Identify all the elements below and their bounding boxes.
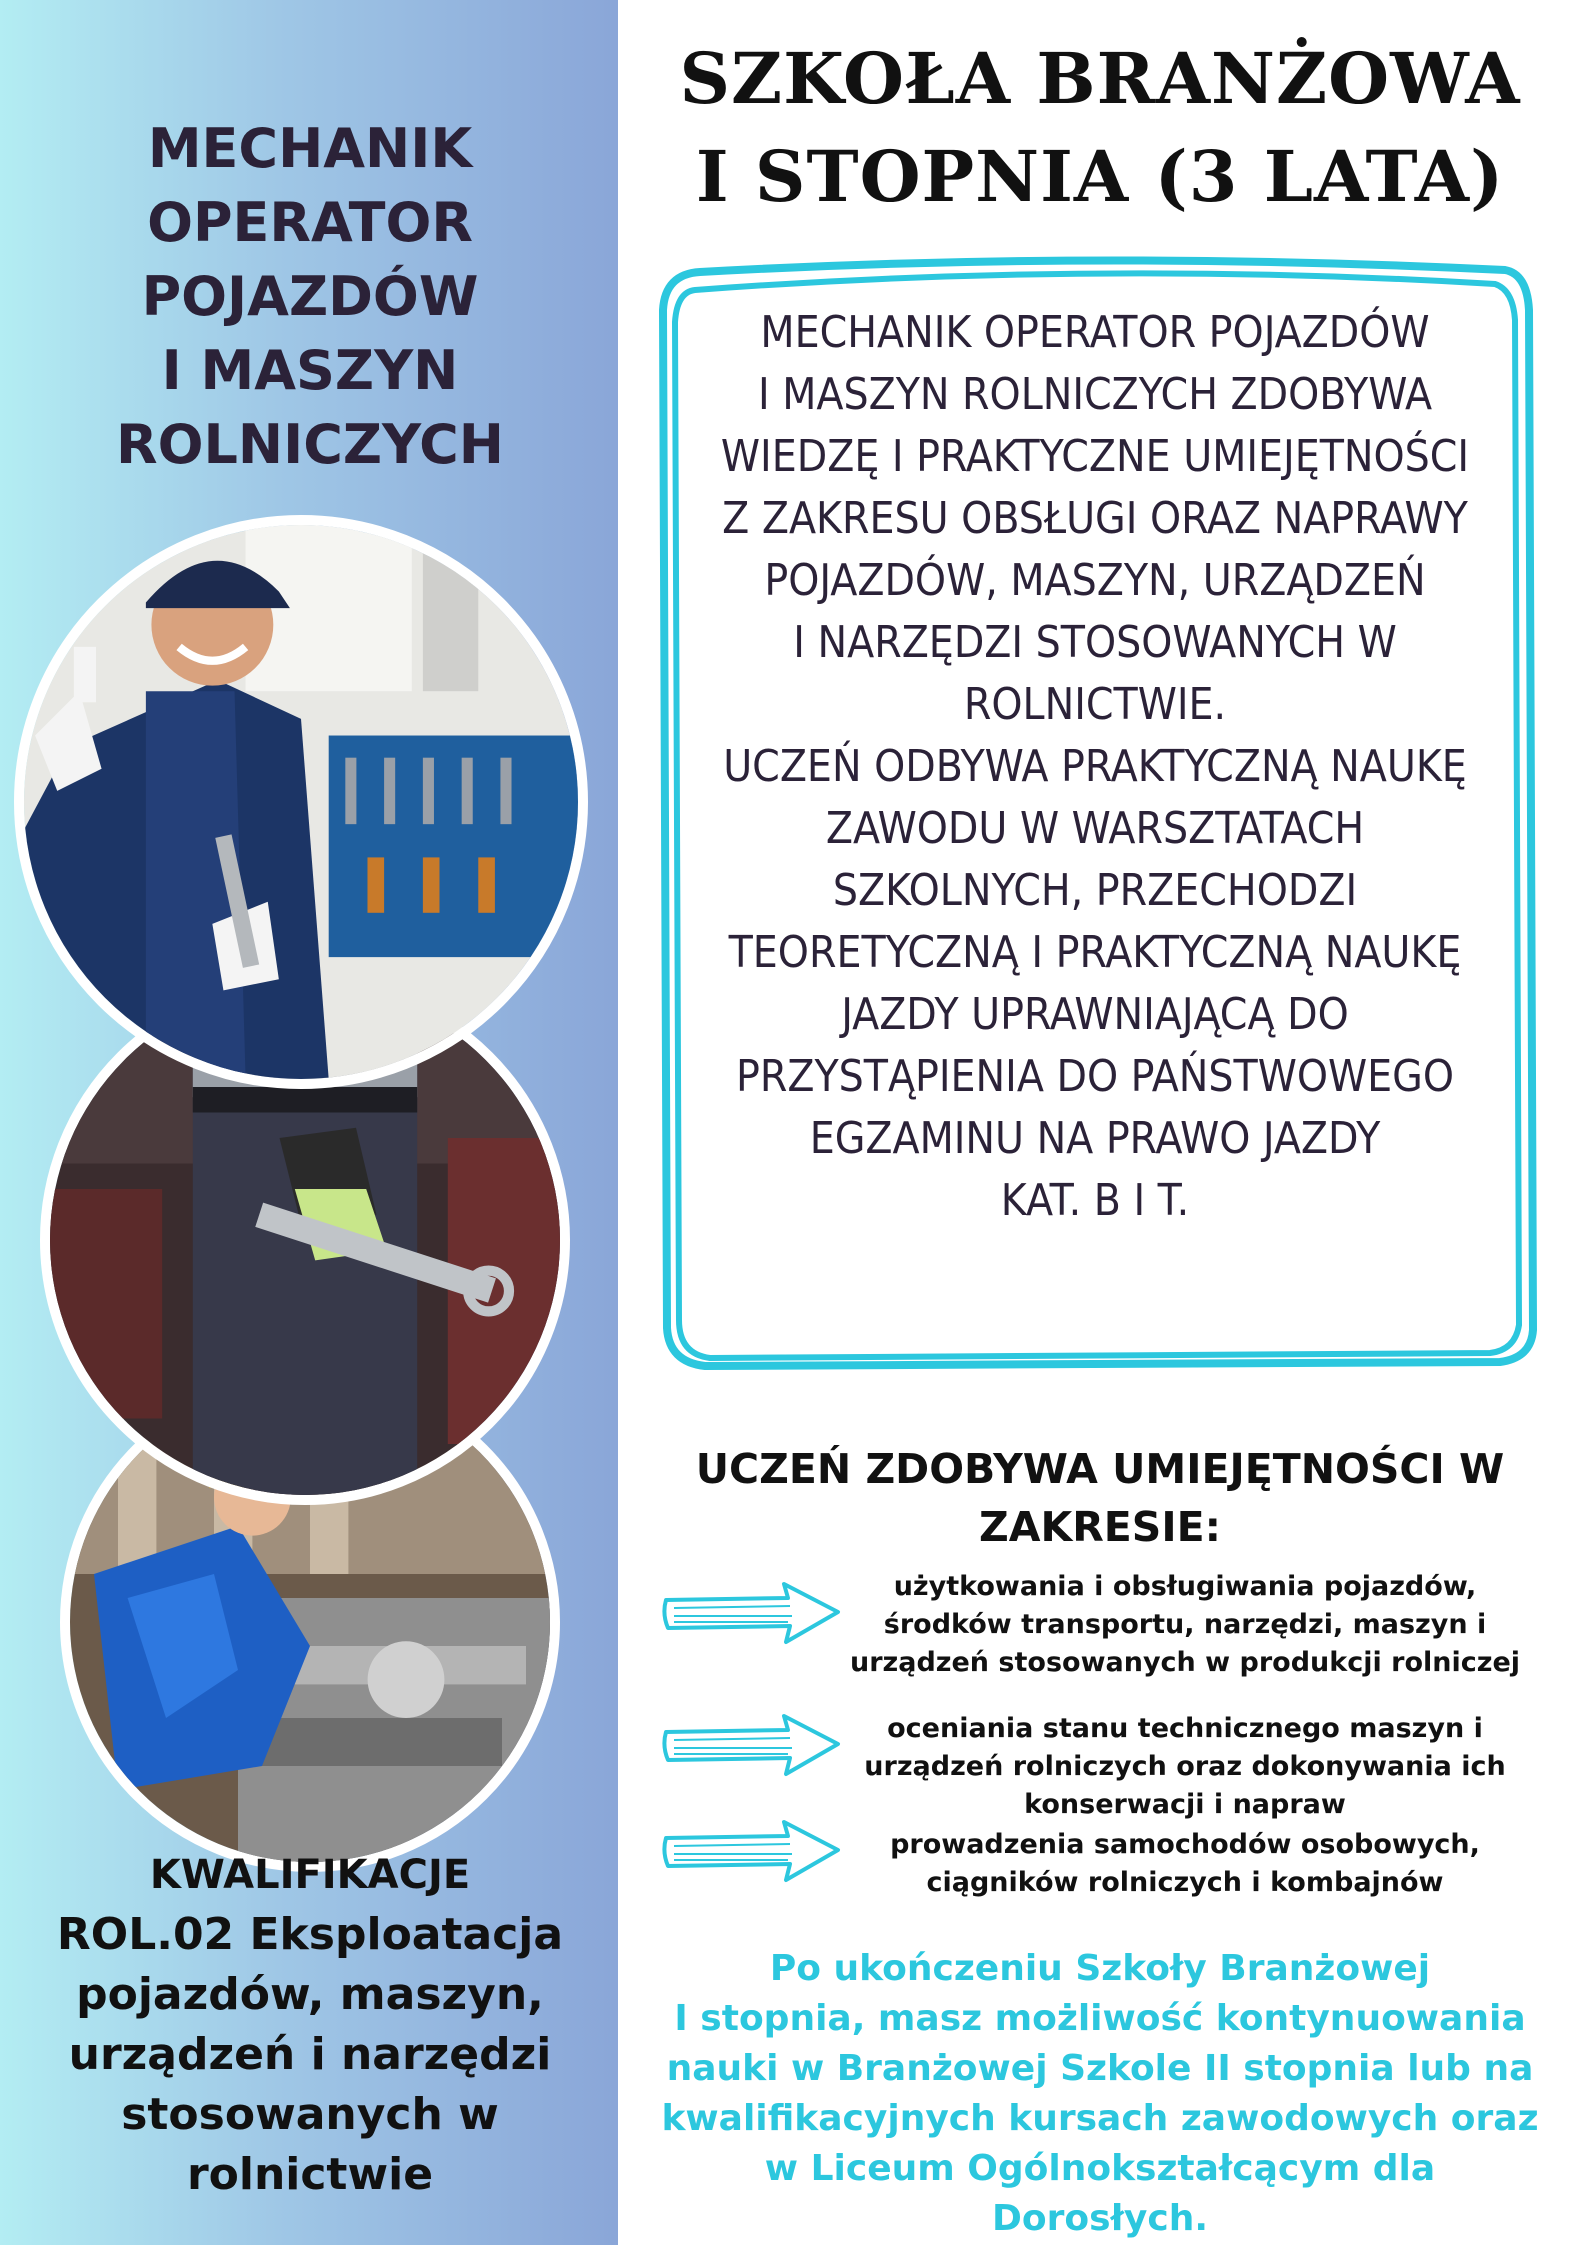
- qualification-block: [40, 1845, 580, 2205]
- profession-title-line: MECHANIK: [147, 117, 473, 180]
- description-box: [645, 250, 1545, 1385]
- description-line: KAT. B I T.: [1000, 1175, 1190, 1226]
- skill-line: konserwacji i napraw: [1024, 1789, 1346, 1820]
- skills-heading-line: ZAKRESIE:: [979, 1503, 1221, 1551]
- continuation-line: kwalifikacyjnych kursach zawodowych oraz: [661, 2098, 1539, 2139]
- skill-line: prowadzenia samochodów osobowych,: [890, 1829, 1480, 1860]
- description-line: WIEDZĘ I PRAKTYCZNE UMIEJĘTNOŚCI: [720, 431, 1470, 482]
- school-title: [640, 30, 1560, 226]
- description-line: EGZAMINU NA PRAWO JAZDY: [809, 1113, 1381, 1164]
- description-line: PRZYSTĄPIENIA DO PAŃSTWOWEGO: [735, 1051, 1454, 1102]
- continuation-line: I stopnia, masz możliwość kontynuowania: [674, 1998, 1526, 2039]
- skill-item: [660, 1568, 1550, 1688]
- qualification-line: urządzeń i narzędzi: [68, 2029, 552, 2080]
- continuation-line: nauki w Branżowej Szkole II stopnia lub na: [666, 2048, 1534, 2089]
- continuation-line: Dorosłych.: [992, 2198, 1208, 2239]
- skill-line: użytkowania i obsługiwania pojazdów,: [893, 1571, 1477, 1602]
- profession-title-line: OPERATOR: [147, 191, 473, 254]
- profession-title-line: I MASZYN: [161, 339, 459, 402]
- mechanic-thumbs-up-photo: [14, 515, 588, 1089]
- description-line: I NARZĘDZI STOSOWANYCH W: [793, 617, 1397, 668]
- description-line: ZAWODU W WARSZTATACH: [825, 803, 1365, 854]
- continuation-line: Po ukończeniu Szkoły Branżowej: [769, 1948, 1431, 1989]
- skill-text: [820, 1710, 1550, 1824]
- arrow-right-icon: [660, 1580, 845, 1646]
- description-line: I MASZYN ROLNICZYCH ZDOBYWA: [757, 369, 1433, 420]
- description-line: JAZDY UPRAWNIAJĄCĄ DO: [841, 989, 1349, 1040]
- skill-line: urządzeń stosowanych w produkcji rolniczej: [849, 1647, 1521, 1678]
- qualification-line: rolnictwie: [186, 2149, 434, 2200]
- description-text: [675, 302, 1515, 1232]
- description-line: MECHANIK OPERATOR POJAZDÓW: [760, 307, 1430, 358]
- skill-text: [820, 1826, 1550, 1902]
- skills-heading: [650, 1440, 1550, 1556]
- profession-title-line: ROLNICZYCH: [116, 413, 504, 476]
- skill-item: [660, 1816, 1550, 1926]
- skill-item: [660, 1712, 1550, 1832]
- skill-text: [820, 1568, 1550, 1682]
- school-title-line: I STOPNIA (3 LATA): [695, 135, 1505, 218]
- skill-line: urządzeń rolniczych oraz dokonywania ich: [864, 1751, 1506, 1782]
- continuation-line: w Liceum Ogólnokształcącym dla: [764, 2148, 1436, 2189]
- skills-heading-line: UCZEŃ ZDOBYWA UMIEJĘTNOŚCI W: [695, 1445, 1505, 1493]
- description-line: POJAZDÓW, MASZYN, URZĄDZEŃ: [764, 555, 1426, 606]
- description-line: ROLNICTWIE.: [963, 679, 1227, 730]
- skill-line: oceniania stanu technicznego maszyn i: [887, 1713, 1483, 1744]
- profession-title-line: POJAZDÓW: [141, 265, 479, 328]
- qualification-line: ROL.02 Eksploatacja: [56, 1909, 564, 1960]
- description-line: Z ZAKRESU OBSŁUGI ORAZ NAPRAWY: [722, 493, 1468, 544]
- qualification-line: stosowanych w: [121, 2089, 499, 2140]
- school-title-line: SZKOŁA BRANŻOWA: [679, 37, 1521, 120]
- mechanic-thumbs-up-illustration: [24, 525, 578, 1079]
- qualification-line: pojazdów, maszyn,: [76, 1969, 544, 2020]
- skill-line: ciągników rolniczych i kombajnów: [926, 1867, 1444, 1898]
- continuation-info: [640, 1944, 1560, 2244]
- description-line: UCZEŃ ODBYWA PRAKTYCZNĄ NAUKĘ: [723, 741, 1467, 792]
- arrow-right-icon: [660, 1818, 845, 1884]
- qualification-heading: KWALIFIKACJE: [149, 1852, 471, 1898]
- description-line: SZKOLNYCH, PRZECHODZI: [832, 865, 1358, 916]
- description-line: TEORETYCZNĄ I PRAKTYCZNĄ NAUKĘ: [728, 927, 1462, 978]
- skill-line: środków transportu, narzędzi, maszyn i: [883, 1609, 1487, 1640]
- arrow-right-icon: [660, 1712, 845, 1778]
- profession-title: [60, 112, 560, 482]
